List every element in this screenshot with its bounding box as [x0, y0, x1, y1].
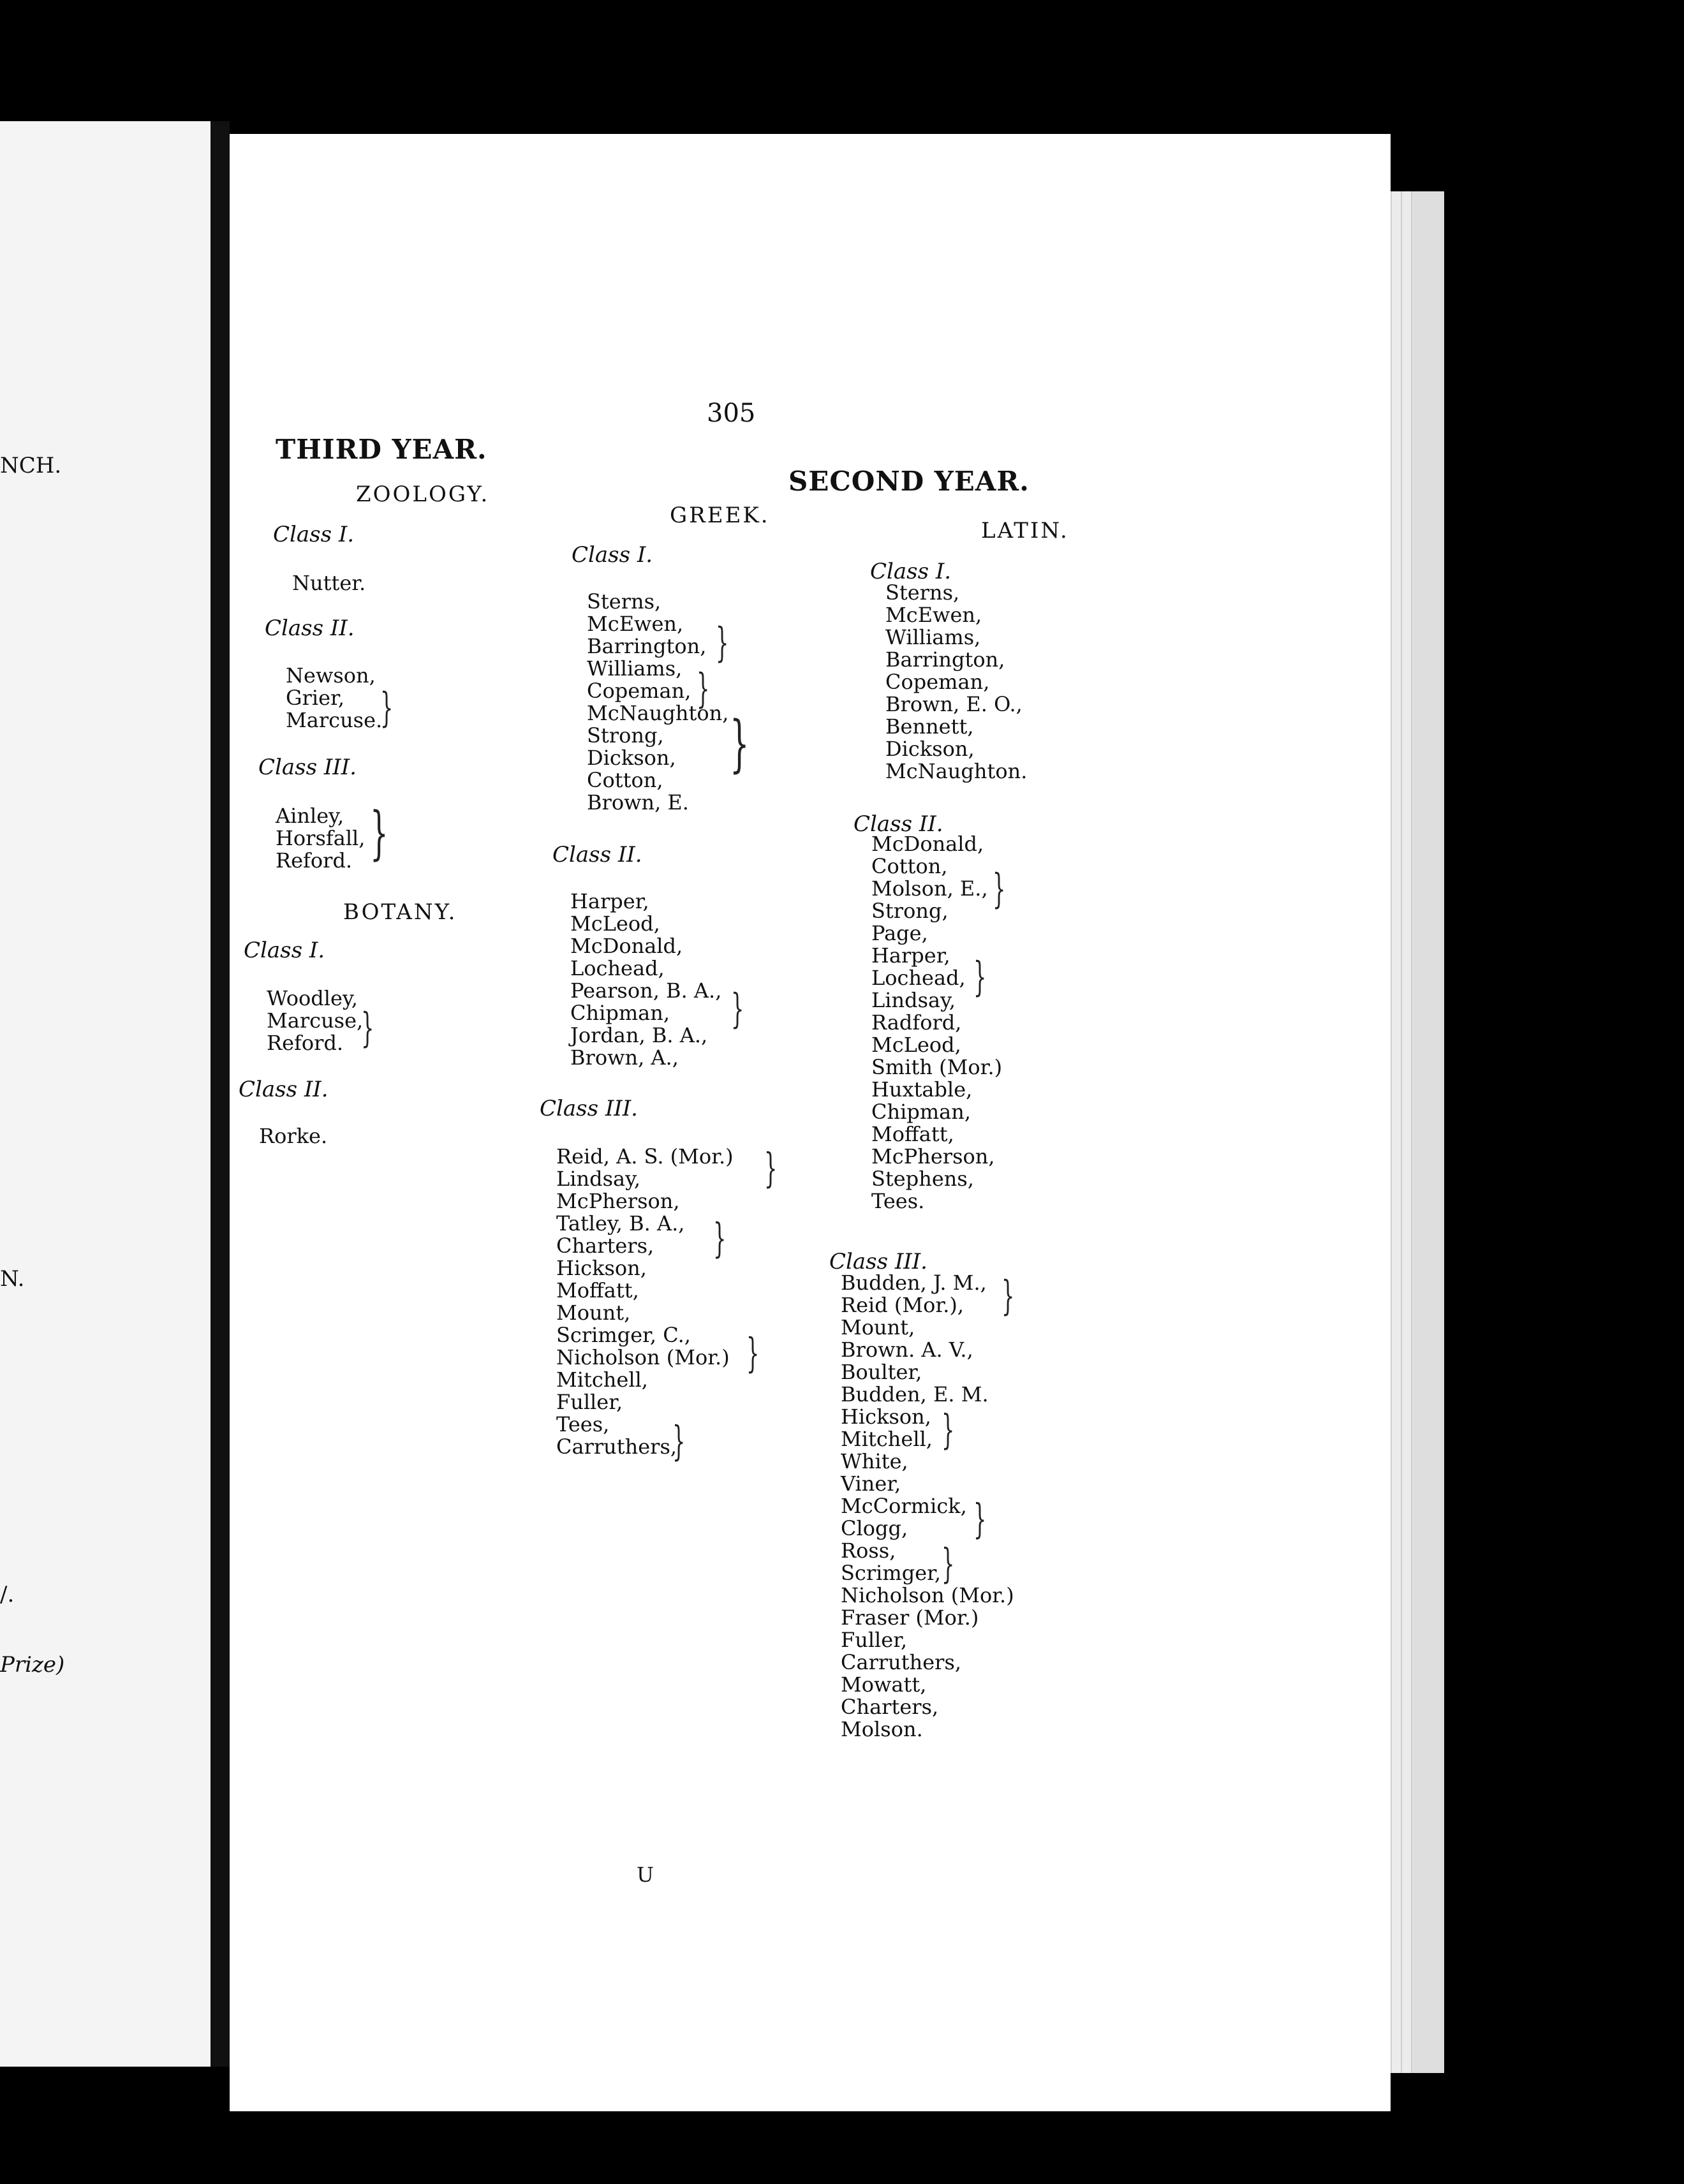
name-entry: Dickson, [587, 746, 676, 770]
brace: } [716, 619, 729, 667]
name-entry: Copeman, [885, 670, 990, 694]
name-entry: Reford. [267, 1031, 344, 1055]
zoology-class2-label: Class II. [265, 616, 355, 641]
name-entry: Marcuse. [286, 708, 383, 732]
botany-class1-label: Class I. [244, 938, 325, 963]
name-entry: Newson, [286, 663, 376, 688]
name-entry: Lindsay, [871, 988, 956, 1012]
name-entry: Brown. A. V., [841, 1338, 973, 1362]
name-entry: Brown, A., [570, 1045, 679, 1070]
latin-class1-label: Class I. [870, 559, 952, 584]
name-entry: Ross, [841, 1538, 896, 1563]
name-entry: Lindsay, [556, 1167, 641, 1191]
name-entry: Brown, E. [587, 790, 689, 815]
brace: } [942, 1406, 955, 1454]
brace: } [380, 684, 394, 732]
name-entry: Nutter. [292, 571, 366, 595]
name-entry: Mitchell, [556, 1368, 648, 1392]
name-entry: Rorke. [259, 1124, 328, 1148]
name-entry: Lochead, [871, 966, 966, 990]
brace: } [764, 1145, 778, 1192]
name-entry: Lochead, [570, 956, 665, 980]
zoology-class3-label: Class III. [258, 755, 357, 780]
name-entry: Horsfall, [276, 826, 366, 850]
name-entry: Carruthers, [841, 1650, 962, 1674]
name-entry: Reford. [276, 848, 353, 873]
name-entry: Sterns, [885, 580, 960, 605]
name-entry: Reid, A. S. (Mor.) [556, 1144, 734, 1169]
zoology-class1-list [292, 572, 366, 594]
name-entry: Sterns, [587, 589, 661, 614]
greek-class2-list [570, 890, 721, 1069]
brace: } [730, 708, 750, 779]
botany-class1-list [267, 987, 363, 1054]
name-entry: Fuller, [841, 1628, 908, 1652]
left-facing-page [0, 121, 211, 2067]
name-entry: McLeod, [871, 1033, 961, 1057]
name-entry: Reid (Mor.), [841, 1293, 964, 1317]
name-entry: Smith (Mor.) [871, 1055, 1003, 1079]
name-entry: Williams, [587, 656, 683, 681]
name-entry: Chipman, [871, 1100, 971, 1124]
name-entry: Budden, J. M., [841, 1271, 987, 1295]
name-entry: Strong, [587, 723, 664, 748]
zoology-title: ZOOLOGY. [356, 482, 490, 507]
name-entry: Hickson, [556, 1256, 647, 1280]
footer-signature-mark: U [637, 1863, 654, 1887]
brace: } [370, 800, 388, 867]
name-entry: Scrimger, C., [556, 1323, 691, 1347]
name-entry: Nicholson (Mor.) [841, 1583, 1014, 1607]
document-page [230, 134, 1391, 2111]
name-entry: Charters, [556, 1234, 654, 1258]
brace: } [746, 1330, 760, 1377]
name-entry: Carruthers, [556, 1435, 677, 1459]
brace: } [993, 866, 1006, 913]
name-entry: Budden, E. M. [841, 1382, 989, 1406]
zoology-class1-label: Class I. [273, 522, 355, 547]
page-edge [1411, 191, 1444, 2073]
name-entry: Tatley, B. A., [556, 1211, 685, 1236]
name-entry: Huxtable, [871, 1077, 973, 1102]
latin-class2-label: Class II. [853, 811, 943, 837]
name-entry: Williams, [885, 625, 981, 649]
name-entry: Stephens, [871, 1167, 974, 1191]
brace: } [973, 954, 987, 1001]
name-entry: Mowatt, [841, 1672, 927, 1697]
name-entry: Jordan, B. A., [570, 1023, 708, 1047]
latin-class3-list [841, 1272, 1014, 1741]
name-entry: McPherson, [556, 1189, 680, 1213]
name-entry: White, [841, 1449, 908, 1473]
name-entry: Tees, [556, 1412, 610, 1436]
name-entry: Cotton, [871, 854, 948, 878]
brace: } [713, 1215, 727, 1262]
name-entry: McEwen, [587, 612, 684, 636]
name-entry: Barrington, [885, 647, 1005, 672]
botany-title: BOTANY. [343, 899, 457, 925]
greek-class2-label: Class II. [552, 842, 642, 867]
name-entry: Grier, [286, 686, 344, 710]
name-entry: Boulter, [841, 1360, 922, 1384]
name-entry: McEwen, [885, 603, 982, 627]
name-entry: Mount, [556, 1301, 631, 1325]
botany-class2-list [259, 1125, 327, 1147]
name-entry: Molson. [841, 1717, 923, 1741]
name-entry: Hickson, [841, 1405, 931, 1429]
latin-class3-label: Class III. [829, 1249, 927, 1274]
name-entry: Pearson, B. A., [570, 978, 722, 1003]
latin-class1-list [885, 582, 1027, 783]
brace: } [731, 985, 744, 1033]
name-entry: McCormick, [841, 1494, 967, 1518]
name-entry: Bennett, [885, 714, 974, 739]
name-entry: Harper, [570, 889, 649, 913]
name-entry: Mount, [841, 1315, 915, 1339]
page-edge [1391, 191, 1401, 2073]
brace: } [973, 1496, 987, 1543]
page-edge [1401, 191, 1411, 2073]
name-entry: Harper, [871, 943, 950, 968]
brace: } [697, 665, 710, 712]
name-entry: Cotton, [587, 768, 663, 792]
greek-title: GREEK. [670, 503, 770, 528]
brace: } [672, 1418, 686, 1465]
name-entry: Nicholson (Mor.) [556, 1345, 730, 1369]
name-entry: Woodley, [267, 986, 358, 1010]
name-entry: Scrimger, [841, 1561, 942, 1585]
name-entry: Clogg, [841, 1516, 908, 1540]
name-entry: Strong, [871, 899, 949, 923]
name-entry: Copeman, [587, 679, 691, 703]
name-entry: McNaughton. [885, 759, 1028, 783]
second-year-heading: SECOND YEAR. [788, 466, 1030, 497]
greek-class3-label: Class III. [540, 1096, 638, 1121]
brace: } [361, 1005, 374, 1052]
name-entry: Fuller, [556, 1390, 623, 1414]
name-entry: McNaughton, [587, 701, 729, 725]
left-page-fragment: NCH. [0, 453, 62, 478]
left-page-fragment: Prize) [0, 1652, 65, 1678]
name-entry: Fraser (Mor.) [841, 1605, 979, 1630]
name-entry: Viner, [841, 1472, 901, 1496]
book-spine [211, 121, 230, 2067]
name-entry: Radford, [871, 1010, 962, 1035]
name-entry: Chipman, [570, 1001, 670, 1025]
name-entry: McLeod, [570, 911, 660, 936]
botany-class2-label: Class II. [239, 1077, 329, 1102]
name-entry: Tees. [871, 1189, 925, 1213]
name-entry: McDonald, [871, 832, 984, 856]
left-page-fragment: /. [0, 1582, 15, 1607]
name-entry: Molson, E., [871, 876, 988, 901]
name-entry: Moffatt, [871, 1122, 954, 1146]
name-entry: McDonald, [570, 934, 683, 958]
greek-class1-label: Class I. [572, 542, 653, 568]
name-entry: Marcuse, [267, 1008, 364, 1033]
zoology-class3-list [276, 805, 365, 872]
name-entry: McPherson, [871, 1144, 995, 1169]
left-page-fragment: N. [0, 1266, 25, 1292]
latin-title: LATIN. [981, 518, 1069, 543]
name-entry: Barrington, [587, 634, 707, 658]
page-number: 305 [707, 399, 756, 428]
name-entry: Moffatt, [556, 1278, 639, 1302]
name-entry: Brown, E. O., [885, 692, 1023, 716]
zoology-class2-list [286, 665, 382, 732]
name-entry: Charters, [841, 1695, 939, 1719]
name-entry: Dickson, [885, 737, 975, 761]
third-year-heading: THIRD YEAR. [276, 434, 487, 465]
latin-class2-list [871, 833, 1002, 1213]
greek-class3-list [556, 1146, 734, 1458]
name-entry: Page, [871, 921, 928, 945]
brace: } [942, 1540, 955, 1588]
name-entry: Ainley, [276, 804, 344, 828]
brace: } [1001, 1273, 1015, 1320]
name-entry: Mitchell, [841, 1427, 933, 1451]
